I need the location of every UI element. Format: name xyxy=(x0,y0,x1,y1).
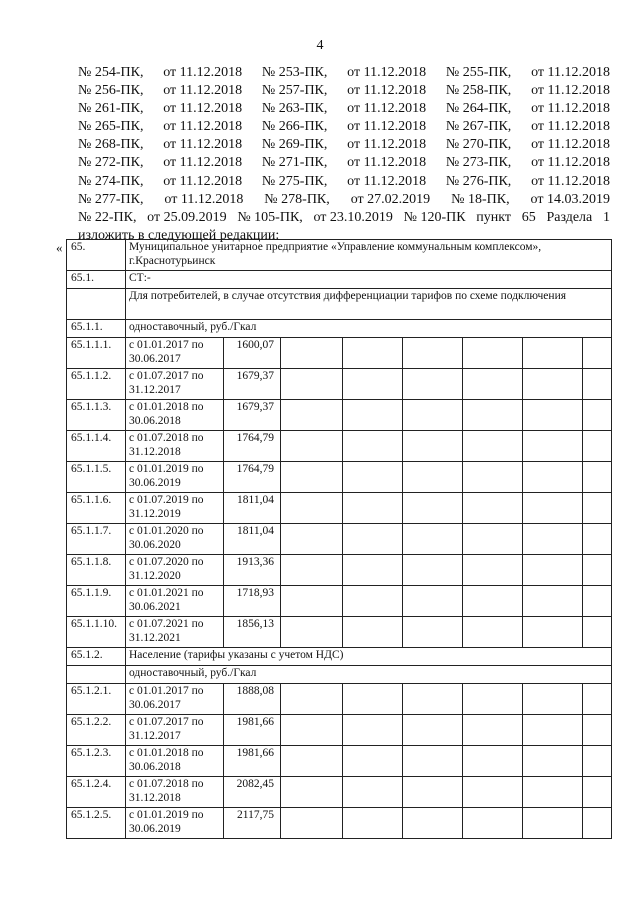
reference-token: от 11.12.2018 xyxy=(163,155,243,171)
empty-cell xyxy=(281,462,343,493)
table-row-st xyxy=(67,271,612,289)
empty-cell xyxy=(583,617,612,648)
empty-cell xyxy=(523,777,583,808)
empty-cell xyxy=(583,555,612,586)
table-row xyxy=(67,462,612,493)
empty-cell xyxy=(403,555,463,586)
tariff-period: с 01.01.2019 по 30.06.2019 xyxy=(126,808,224,839)
empty-cell xyxy=(463,586,523,617)
section-label: одноставочный, руб./Гкал xyxy=(126,666,612,684)
empty-cell xyxy=(343,586,403,617)
reference-token: № 256-ПК, xyxy=(78,83,144,99)
empty-cell xyxy=(281,586,343,617)
reference-token: от 11.12.2018 xyxy=(347,173,427,189)
empty-cell xyxy=(523,555,583,586)
empty-cell xyxy=(403,400,463,431)
reference-token: от 11.12.2018 xyxy=(163,137,243,153)
reference-token: № 257-ПК, xyxy=(261,83,328,99)
empty-cell xyxy=(281,369,343,400)
empty-cell xyxy=(343,338,403,369)
table-row-org xyxy=(67,240,612,271)
empty-cell xyxy=(523,524,583,555)
section-label: Население (тарифы указаны с учетом НДС) xyxy=(126,648,612,666)
tariff-period: с 01.07.2021 по 31.12.2021 xyxy=(126,617,224,648)
empty-cell xyxy=(523,493,583,524)
reference-closing-line: изложить в следующей редакции: xyxy=(78,227,280,243)
tariff-value: 1981,66 xyxy=(224,746,281,777)
empty-cell xyxy=(463,777,523,808)
empty-cell xyxy=(523,462,583,493)
tariff-row-number: 65.1.1.2. xyxy=(67,369,126,400)
tariff-value: 1856,13 xyxy=(224,617,281,648)
reference-token: № 264-ПК, xyxy=(445,101,512,117)
reference-token: от 11.12.2018 xyxy=(531,155,610,171)
tariff-row-number: 65.1.1.3. xyxy=(67,400,126,431)
reference-token: от 11.12.2018 xyxy=(163,173,243,189)
empty-cell xyxy=(583,524,612,555)
reference-line xyxy=(78,191,610,209)
reference-line xyxy=(78,64,610,82)
empty-cell xyxy=(343,617,403,648)
empty-cell xyxy=(523,400,583,431)
reference-line xyxy=(78,118,610,136)
table-row xyxy=(67,777,612,808)
tariff-row-number: 65.1.2.4. xyxy=(67,777,126,808)
empty-cell xyxy=(583,338,612,369)
consumers-label: Для потребителей, в случае отсутствия дифференциации тарифов по схеме подключения xyxy=(126,289,612,320)
empty-cell xyxy=(583,808,612,839)
empty-cell xyxy=(583,715,612,746)
table-row xyxy=(67,808,612,839)
tariff-row-number: 65.1.1.8. xyxy=(67,555,126,586)
organization-name: Муниципальное унитарное предприятие «Управление коммунальным комплексом», г.Краснотурьинск xyxy=(126,240,612,271)
table-row xyxy=(67,400,612,431)
empty-cell xyxy=(523,746,583,777)
tariff-value: 1888,08 xyxy=(224,684,281,715)
reference-token: от 23.10.2019 xyxy=(313,209,393,225)
empty-cell xyxy=(343,777,403,808)
empty-cell xyxy=(583,777,612,808)
tariff-value: 1913,36 xyxy=(224,555,281,586)
table-row xyxy=(67,746,612,777)
reference-token: от 11.12.2018 xyxy=(347,137,427,153)
empty-cell xyxy=(281,808,343,839)
tariff-row-number: 65.1.1.10. xyxy=(67,617,126,648)
empty-cell xyxy=(463,715,523,746)
empty-cell xyxy=(343,555,403,586)
reference-token: № 269-ПК, xyxy=(261,137,328,153)
empty-cell xyxy=(403,808,463,839)
tariff-row-number: 65.1.1.6. xyxy=(67,493,126,524)
reference-token: № 254-ПК, xyxy=(78,65,144,80)
tariff-row-number: 65.1.1.5. xyxy=(67,462,126,493)
table-row xyxy=(67,684,612,715)
empty-cell xyxy=(281,715,343,746)
reference-token: от 11.12.2018 xyxy=(347,83,427,99)
reference-token: пункт xyxy=(476,209,512,225)
empty-cell xyxy=(403,431,463,462)
empty-cell xyxy=(343,400,403,431)
empty-cell xyxy=(343,808,403,839)
tariff-value: 1764,79 xyxy=(224,431,281,462)
reference-token: № 271-ПК, xyxy=(261,155,328,171)
reference-token: от 11.12.2018 xyxy=(531,101,610,117)
reference-token: № 277-ПК, xyxy=(78,191,144,207)
empty-cell xyxy=(281,555,343,586)
empty-cell xyxy=(343,684,403,715)
empty-cell xyxy=(463,369,523,400)
empty-cell xyxy=(583,684,612,715)
reference-token: № 18-ПК, xyxy=(451,191,510,207)
tariff-value: 1811,04 xyxy=(224,524,281,555)
empty-cell xyxy=(463,400,523,431)
reference-token: от 11.12.2018 xyxy=(347,119,427,135)
empty-cell xyxy=(281,431,343,462)
empty-cell xyxy=(463,617,523,648)
reference-line xyxy=(78,82,610,100)
reference-line xyxy=(78,173,610,191)
reference-token: от 11.12.2018 xyxy=(163,119,243,135)
reference-token: № 105-ПК, xyxy=(237,209,303,225)
tariff-row-number: 65.1.2.1. xyxy=(67,684,126,715)
empty-cell xyxy=(523,617,583,648)
tariff-period: с 01.01.2017 по 30.06.2017 xyxy=(126,684,224,715)
reference-token: № 268-ПК, xyxy=(78,137,144,153)
reference-token: № 266-ПК, xyxy=(261,119,328,135)
reference-token: № 265-ПК, xyxy=(78,119,144,135)
reference-token: 65 xyxy=(521,209,536,225)
reference-token: от 11.12.2018 xyxy=(163,101,243,117)
reference-token: от 11.12.2018 xyxy=(531,137,610,153)
tariff-period: с 01.07.2018 по 31.12.2018 xyxy=(126,777,224,808)
resolution-references xyxy=(78,64,610,245)
empty-cell xyxy=(343,715,403,746)
empty-cell xyxy=(343,746,403,777)
empty-cell xyxy=(343,431,403,462)
table-row xyxy=(67,338,612,369)
reference-token: № 274-ПК, xyxy=(78,173,144,189)
empty-cell xyxy=(463,493,523,524)
empty-cell xyxy=(403,617,463,648)
reference-token: от 11.12.2018 xyxy=(347,155,427,171)
empty-cell xyxy=(343,493,403,524)
table-row-consumers xyxy=(67,289,612,320)
reference-token: от 25.09.2019 xyxy=(147,209,227,225)
reference-token: от 11.12.2018 xyxy=(163,83,243,99)
empty-cell xyxy=(583,586,612,617)
reference-token: № 278-ПК, xyxy=(264,191,330,207)
reference-token: № 255-ПК, xyxy=(445,65,512,80)
reference-token: № 275-ПК, xyxy=(261,173,328,189)
empty-cell xyxy=(281,617,343,648)
tariff-period: с 01.01.2021 по 30.06.2021 xyxy=(126,586,224,617)
tariff-row-number: 65.1.1.4. xyxy=(67,431,126,462)
tariff-value: 1679,37 xyxy=(224,400,281,431)
tariff-period: с 01.01.2017 по 30.06.2017 xyxy=(126,338,224,369)
reference-token: № 270-ПК, xyxy=(445,137,512,153)
empty-cell xyxy=(403,586,463,617)
tariff-table xyxy=(66,239,612,839)
tariff-period: с 01.07.2017 по 31.12.2017 xyxy=(126,715,224,746)
reference-line xyxy=(78,154,610,172)
empty-cell xyxy=(343,524,403,555)
row-number: 65. xyxy=(67,240,126,271)
empty-cell xyxy=(583,431,612,462)
row-number: 65.1.1. xyxy=(67,320,126,338)
reference-token: от 11.12.2018 xyxy=(163,65,243,80)
tariff-period: с 01.07.2019 по 31.12.2019 xyxy=(126,493,224,524)
reference-token: от 11.12.2018 xyxy=(164,191,244,207)
empty-cell xyxy=(583,746,612,777)
reference-token: № 267-ПК, xyxy=(445,119,512,135)
empty-cell xyxy=(463,431,523,462)
tariff-value: 1600,07 xyxy=(224,338,281,369)
empty-cell xyxy=(463,808,523,839)
empty-cell xyxy=(403,462,463,493)
empty-cell xyxy=(403,746,463,777)
empty-cell xyxy=(281,684,343,715)
empty-cell xyxy=(463,338,523,369)
reference-token: № 261-ПК, xyxy=(78,101,144,117)
table-row xyxy=(67,715,612,746)
reference-line xyxy=(78,100,610,118)
table-row xyxy=(67,617,612,648)
empty-cell xyxy=(583,369,612,400)
reference-token: от 27.02.2019 xyxy=(350,191,431,207)
row-number: 65.1. xyxy=(67,271,126,289)
empty-cell xyxy=(281,493,343,524)
tariff-period: с 01.01.2019 по 30.06.2019 xyxy=(126,462,224,493)
row-number xyxy=(67,666,126,684)
tariff-value: 1981,66 xyxy=(224,715,281,746)
tariff-row-number: 65.1.1.7. xyxy=(67,524,126,555)
reference-token: Раздела xyxy=(546,209,593,225)
table-row xyxy=(67,493,612,524)
empty-cell xyxy=(523,715,583,746)
empty-cell xyxy=(403,524,463,555)
empty-cell xyxy=(403,493,463,524)
reference-token: от 14.03.2019 xyxy=(530,191,610,207)
empty-cell xyxy=(523,431,583,462)
tariff-value: 1764,79 xyxy=(224,462,281,493)
reference-token: № 272-ПК, xyxy=(78,155,144,171)
tariff-period: с 01.01.2020 по 30.06.2020 xyxy=(126,524,224,555)
reference-token: от 11.12.2018 xyxy=(531,119,610,135)
reference-token: 1 xyxy=(602,209,610,225)
empty-cell xyxy=(523,808,583,839)
table-row-group2 xyxy=(67,666,612,684)
empty-cell xyxy=(281,777,343,808)
table-row-population xyxy=(67,648,612,666)
tariff-value: 2117,75 xyxy=(224,808,281,839)
empty-cell xyxy=(281,746,343,777)
empty-cell xyxy=(281,338,343,369)
empty-cell xyxy=(523,338,583,369)
empty-cell xyxy=(403,369,463,400)
table-row xyxy=(67,555,612,586)
reference-token: № 253-ПК, xyxy=(261,65,328,80)
empty-cell xyxy=(281,524,343,555)
reference-token: № 120-ПК xyxy=(403,209,466,225)
tariff-period: с 01.07.2017 по 31.12.2017 xyxy=(126,369,224,400)
tariff-period: с 01.07.2018 по 31.12.2018 xyxy=(126,431,224,462)
empty-cell xyxy=(343,369,403,400)
reference-token: № 258-ПК, xyxy=(445,83,512,99)
empty-cell xyxy=(281,400,343,431)
tariff-row-number: 65.1.1.9. xyxy=(67,586,126,617)
empty-cell xyxy=(403,684,463,715)
reference-token: от 11.12.2018 xyxy=(531,173,610,189)
empty-cell xyxy=(403,777,463,808)
table-row xyxy=(67,431,612,462)
empty-cell xyxy=(403,338,463,369)
reference-token: № 273-ПК, xyxy=(445,155,512,171)
empty-cell xyxy=(403,715,463,746)
tariff-value: 1718,93 xyxy=(224,586,281,617)
reference-token: от 11.12.2018 xyxy=(347,101,427,117)
empty-cell xyxy=(463,555,523,586)
tariff-value: 1679,37 xyxy=(224,369,281,400)
empty-cell xyxy=(523,684,583,715)
reference-line xyxy=(78,209,610,227)
st-label: СТ:- xyxy=(126,271,612,289)
tariff-period: с 01.01.2018 по 30.06.2018 xyxy=(126,746,224,777)
table-row xyxy=(67,586,612,617)
tariff-period: с 01.07.2020 по 31.12.2020 xyxy=(126,555,224,586)
empty-cell xyxy=(523,369,583,400)
reference-line xyxy=(78,136,610,154)
reference-token: от 11.12.2018 xyxy=(531,83,610,99)
empty-cell xyxy=(523,586,583,617)
reference-token: от 11.12.2018 xyxy=(531,65,610,80)
empty-cell xyxy=(583,493,612,524)
tariff-value: 2082,45 xyxy=(224,777,281,808)
empty-cell xyxy=(583,462,612,493)
tariff-period: с 01.01.2018 по 30.06.2018 xyxy=(126,400,224,431)
tariff-row-number: 65.1.1.1. xyxy=(67,338,126,369)
reference-token: № 22-ПК, xyxy=(78,209,137,225)
opening-quote-mark: « xyxy=(56,240,63,255)
group1-label: одноставочный, руб./Гкал xyxy=(126,320,612,338)
table-row xyxy=(67,524,612,555)
reference-token: № 276-ПК, xyxy=(445,173,512,189)
tariff-row-number: 65.1.2.3. xyxy=(67,746,126,777)
empty-cell xyxy=(463,684,523,715)
empty-cell xyxy=(343,462,403,493)
table-row xyxy=(67,369,612,400)
empty-cell xyxy=(463,524,523,555)
reference-token: № 263-ПК, xyxy=(261,101,328,117)
table-row-group1 xyxy=(67,320,612,338)
row-number: 65.1.2. xyxy=(67,648,126,666)
tariff-value: 1811,04 xyxy=(224,493,281,524)
tariff-row-number: 65.1.2.2. xyxy=(67,715,126,746)
empty-cell xyxy=(583,400,612,431)
empty-cell xyxy=(463,462,523,493)
empty-cell xyxy=(463,746,523,777)
page-number: 4 xyxy=(316,38,324,53)
reference-token: от 11.12.2018 xyxy=(347,65,427,80)
tariff-row-number: 65.1.2.5. xyxy=(67,808,126,839)
